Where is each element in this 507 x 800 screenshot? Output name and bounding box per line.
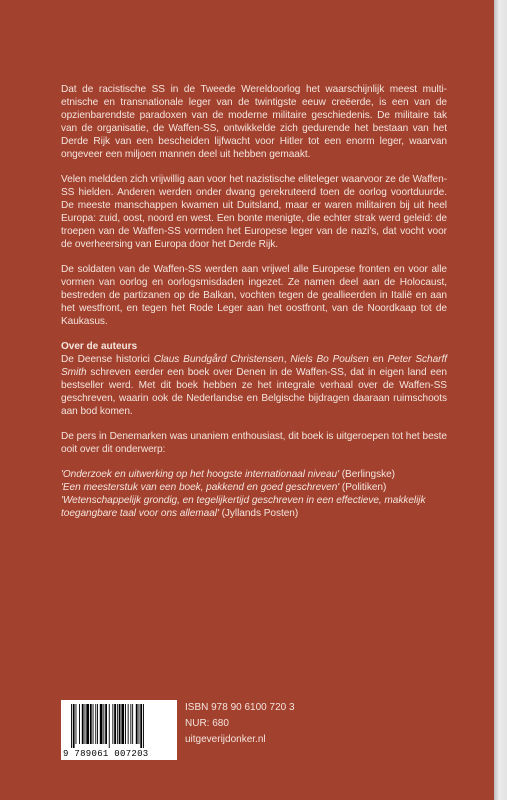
page-edge xyxy=(494,0,507,800)
quote-text: 'Een meesterstuk van een boek, pakkend en goed geschreven' xyxy=(61,482,340,493)
nur-code: NUR: 680 xyxy=(185,718,229,729)
authors-intro: De Deense historici xyxy=(61,354,154,365)
author-name-2: Niels Bo Poulsen xyxy=(290,354,369,365)
blurb-paragraph-3: De soldaten van de Waffen-SS werden aan vrijwel alle Europese fronten en voor alle vormen van oorlog en oorlogsmisdaden ingezet. Ze namen deel aan de Holocaust, bestreden de partizanen op de Balkan, vochten tegen de geallieerden in Italië en aan het westfront, en tegen het Rode Leger aan het oostfront, van de Noordkaap tot de Kaukasus. xyxy=(61,264,447,327)
quote-source: (Berlingske) xyxy=(338,469,395,480)
quote-source: (Politiken) xyxy=(339,482,387,493)
press-quote-3 xyxy=(61,494,447,520)
barcode-digits: 9 789061 007203 xyxy=(63,749,149,759)
blurb-paragraph-2: Velen meldden zich vrijwillig aan voor het nazistische eliteleger waarvoor ze de Waffen-SS hielden. Anderen werden onder dwang gerekruteerd toen de oorlog voortduurde. De meeste manschappen kwamen uit Duitsland, maar er waren militairen bij uit heel Europa: zuid, oost, noord en west. Een bonte menigte, die echter strak werd geleid: de troepen van de Waffen-SS vormden het Europese leger van de nazi's, dat vocht voor de overheersing van Europa door het Derde Rijk. xyxy=(61,174,447,250)
colophon xyxy=(61,700,295,760)
authors-paragraph xyxy=(61,353,447,418)
isbn-info xyxy=(185,700,305,748)
press-quote-1 xyxy=(61,468,447,481)
barcode-bars-icon xyxy=(71,704,169,748)
publisher-website: uitgeverijdonker.nl xyxy=(185,734,266,745)
authors-separator-2: en xyxy=(368,354,388,365)
quote-text: 'Onderzoek en uitwerking op het hoogste internationaal niveau' xyxy=(61,469,339,480)
author-name-1: Claus Bundgård Christensen xyxy=(153,354,284,365)
press-quote-2 xyxy=(61,481,447,494)
author-name-3: Peter Scharff Smith xyxy=(61,354,447,378)
authors-separator-1: , xyxy=(283,354,291,365)
authors-rest: schreven eerder een boek over Denen in de Waffen-SS, dat in eigen land een bestseller werd. Met dit boek hebben ze het integrale verhaal over de Waffen-SS geschreven, waarin ook de Nederlandse en Belgische bijdragen daaraan ruimschoots aan bod komen. xyxy=(61,367,447,417)
barcode xyxy=(61,700,177,760)
blurb-paragraph-1: Dat de racistische SS in de Tweede Wereldoorlog het waarschijnlijk meest multi-etnische en transnationale leger van de twintigste eeuw creëerde, is een van de opzienbarendste paradoxen van de moderne militaire geschiedenis. De militaire tak van de organisatie, de Waffen-SS, ontwikkelde zich gedurende het bestaan van het Derde Rijk van een bescheiden lijfwacht voor Hitler tot een enorm leger, waarvan ongeveer een miljoen mannen deel uit hebben gemaakt. xyxy=(61,84,447,160)
isbn-number: ISBN 978 90 6100 720 3 xyxy=(185,702,295,713)
quote-text: 'Wetenschappelijk grondig, en tegelijkertijd geschreven in een effectieve, makkelijk toegangbare taal voor ons allemaal' xyxy=(61,495,426,519)
press-intro: De pers in Denemarken was unaniem enthousiast, dit boek is uitgeroepen tot het beste ooit over dit onderwerp: xyxy=(61,431,447,455)
authors-heading: Over de auteurs xyxy=(61,341,138,352)
blurb-column xyxy=(61,83,447,520)
quote-source: (Jyllands Posten) xyxy=(218,508,299,519)
